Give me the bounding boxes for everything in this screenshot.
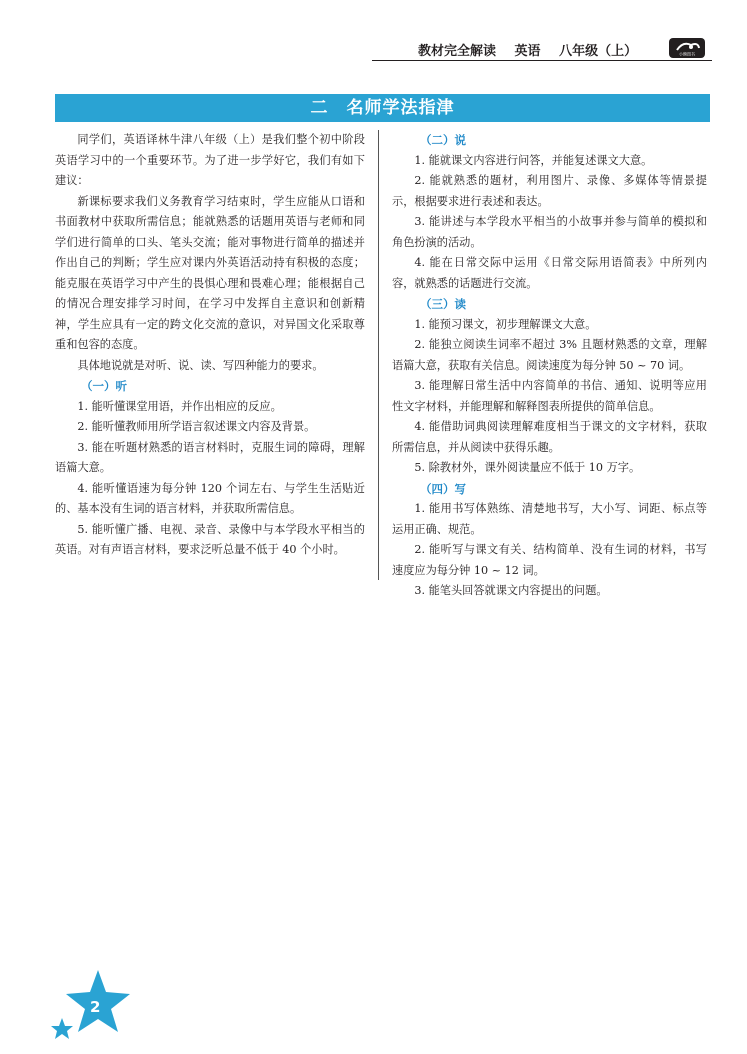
listening-item-2: 2. 能听懂教师用所学语言叙述课文内容及背景。 [77,420,316,433]
book-title: 教材完全解读 [418,44,497,59]
subject-label: 英语 [514,44,541,59]
reading-item-5: 5. 除教材外，课外阅读量应不低于 10 万字。 [414,461,641,474]
reading-item-3: 3. 能理解日常生活中内容简单的书信、通知、说明等应用性文字材料，并能理解和解释图表所提供的简单信息。 [392,379,707,413]
speaking-heading: （二）说 [420,133,466,147]
writing-item-3: 3. 能笔头回答就课文内容提出的问题。 [414,584,608,597]
star-icon [26,968,136,1048]
publisher-logo-icon [669,38,705,58]
reading-heading: （三）读 [420,297,466,311]
listening-item-3: 3. 能在听题材熟悉的语言材料时，克服生词的障碍，理解语篇大意。 [55,440,365,474]
intro-paragraph-1: 同学们，英语译林牛津八年级（上）是我们整个初中阶段英语学习中的一个重要环节。为了进一步学好它，我们有如下建议： [55,133,365,187]
speaking-item-3: 3. 能讲述与本学段水平相当的小故事并参与简单的模拟和角色扮演的活动。 [392,215,707,249]
intro-paragraph-3: 具体地说就是对听、说、读、写四种能力的要求。 [77,358,324,372]
listening-item-1: 1. 能听懂课堂用语，并作出相应的反应。 [77,399,282,413]
writing-item-1: 1. 能用书写体熟练、清楚地书写，大小写、词距、标点等运用正确、规范。 [392,502,707,536]
reading-item-2: 2. 能独立阅读生词率不超过 3% 且题材熟悉的文章，理解语篇大意，获取有关信息。阅读速度为每分钟 50 ~ 70 词。 [392,338,707,372]
header-rule [372,60,712,61]
intro-paragraph-2: 新课标要求我们义务教育学习结束时，学生应能从口语和书面教材中获取所需信息；能就熟悉的话题用英语与老师和同学们进行简单的口头、笔头交流；能对事物进行简单的描述并作出自己的判断；学生应对课内外英语活动持有积极的态度；能克服在英语学习中产生的畏惧心理和畏难心理；能根据自己的情况合理安排学习时间，在学习中发挥自主意识和创新精神，学生应具有一定的跨文化交流的意识，对异国文化采取尊重和包容的态度。 [55,194,365,351]
speaking-item-2: 2. 能就熟悉的题材，利用图片、录像、多媒体等情景提示，根据要求进行表述和表达。 [392,174,707,208]
writing-item-2: 2. 能听写与课文有关、结构简单、没有生词的材料，书写速度应为每分钟 10 ~ 12 词。 [392,543,707,577]
writing-heading: （四）写 [420,481,466,496]
speaking-item-4: 4. 能在日常交际中运用《日常交际用语简表》中所列内容，就熟悉的话题进行交流。 [392,256,707,290]
listening-item-4: 4. 能听懂语速为每分钟 120 个词左右、与学生生活贴近的、基本没有生词的语言材料，并获取所需信息。 [55,481,365,515]
reading-item-1: 1. 能预习课文，初步理解课文大意。 [414,317,597,331]
listening-item-5: 5. 能听懂广播、电视、录音、录像中与本学段水平相当的英语。对有声语言材料，要求泛听总量不低于 40 个小时。 [55,522,365,556]
speaking-item-1: 1. 能就课文内容进行问答，并能复述课文大意。 [414,153,653,167]
page-number-badge [26,968,136,1048]
reading-item-4: 4. 能借助词典阅读理解难度相当于课文的文字材料，获取所需信息，并从阅读中获得乐趣。 [392,420,707,454]
grade-label: 八年级（上） [559,44,638,59]
section-title-banner: 二 名师学法指津 [55,94,710,122]
right-column [392,130,707,602]
header-text [418,40,651,59]
page-number: 2 [90,998,101,1016]
logo-label: 小熊图书 [679,51,695,57]
listening-heading: （一）听 [81,379,127,393]
column-divider [378,130,379,580]
running-header [0,38,747,60]
left-column [55,130,365,561]
